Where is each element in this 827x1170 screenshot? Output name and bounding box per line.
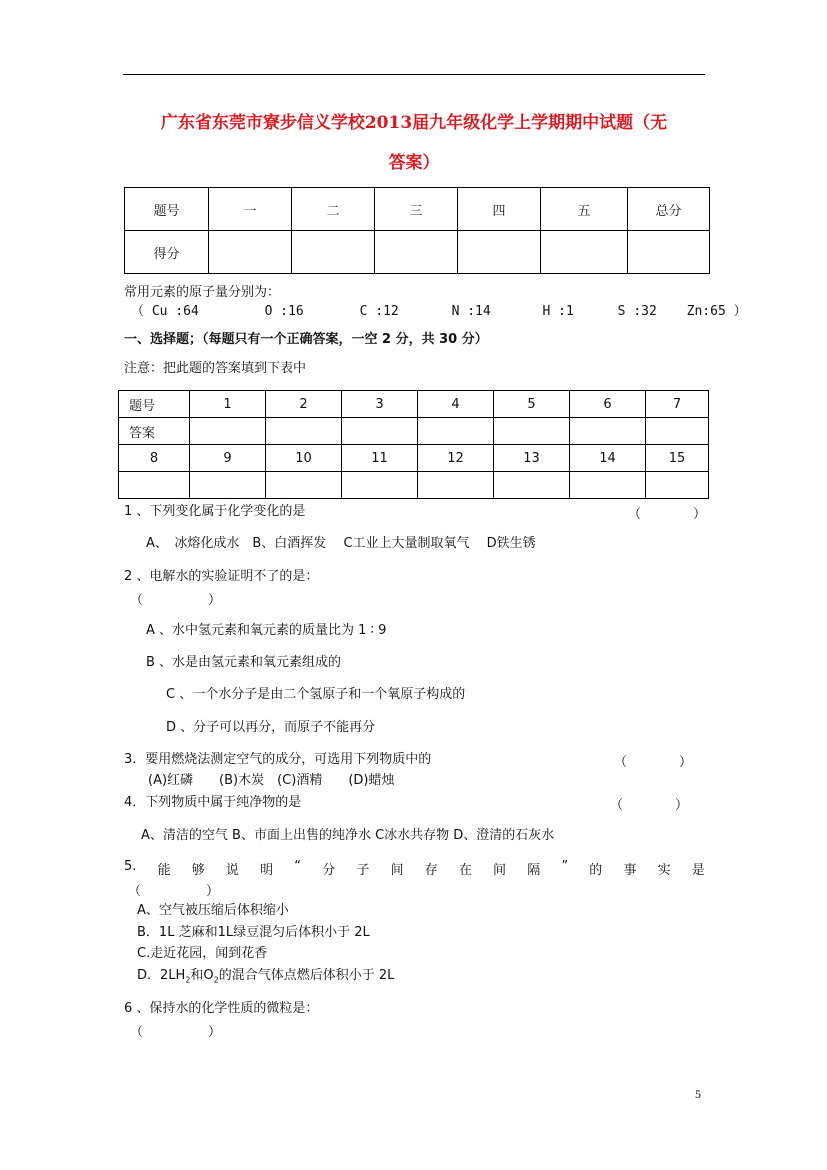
answer-entry-cell[interactable] xyxy=(266,418,342,445)
question-5-stem xyxy=(124,859,705,878)
atomic-mass-item: C :12 xyxy=(359,304,399,319)
answer-entry-cell[interactable] xyxy=(418,472,494,499)
answer-entry-cell[interactable] xyxy=(119,472,190,499)
answer-entry-cell[interactable] xyxy=(570,472,646,499)
question-1-options: A、 冰熔化成水 B、白酒挥发 C工业上大量制取氧气 D铁生锈 xyxy=(146,536,536,551)
answer-label-cell: 答案 xyxy=(119,418,190,445)
question-number-cell: 15 xyxy=(646,445,709,472)
answer-entry-cell[interactable] xyxy=(570,418,646,445)
score-entry-cell[interactable] xyxy=(541,231,628,274)
score-table-score-row xyxy=(125,231,710,274)
question-number-cell: 2 xyxy=(266,391,342,418)
answer-entry-cell[interactable] xyxy=(266,472,342,499)
stem-char: 5. xyxy=(124,859,137,874)
exam-title-line1: 广东省东莞市寮步信义学校2013届九年级化学上学期期中试题（无 xyxy=(160,113,668,133)
answer-label-cell: 题号 xyxy=(119,391,190,418)
score-cell: 五 xyxy=(541,188,628,231)
score-entry-cell[interactable] xyxy=(292,231,375,274)
question-2-option-d: D 、分子可以再分，而原子不能再分 xyxy=(166,720,376,735)
stem-char: 明 xyxy=(260,863,274,878)
atomic-mass-item: S :32 xyxy=(617,304,657,319)
answer-table-row xyxy=(119,445,709,472)
answer-entry-cell[interactable] xyxy=(418,418,494,445)
option-d-text: 和O xyxy=(190,968,214,983)
atomic-mass-list xyxy=(131,303,747,321)
question-2-option-b: B 、水是由氢元素和氧元素组成的 xyxy=(146,655,342,670)
stem-char: 存 xyxy=(424,863,438,878)
score-cell: 总分 xyxy=(628,188,710,231)
atomic-mass-item: （ Cu :64 xyxy=(131,304,199,319)
atomic-mass-item: H :1 xyxy=(542,304,574,319)
answer-entry-cell[interactable] xyxy=(342,418,418,445)
question-number-cell: 7 xyxy=(646,391,709,418)
answer-entry-cell[interactable] xyxy=(646,472,709,499)
question-number-cell: 11 xyxy=(342,445,418,472)
exam-title-line2: 答案） xyxy=(388,153,440,173)
question-2-option-c: C 、一个水分子是由二个氢原子和一个氧原子构成的 xyxy=(166,687,466,702)
answer-entry-cell[interactable] xyxy=(190,418,266,445)
stem-char: 够 xyxy=(191,863,205,878)
score-cell: 题号 xyxy=(125,188,209,231)
header-rule xyxy=(123,74,705,75)
score-entry-cell[interactable] xyxy=(375,231,458,274)
question-4-answer-blank[interactable]: （ ） xyxy=(610,798,689,813)
question-5-option-a: A、空气被压缩后体积缩小 xyxy=(137,903,289,918)
question-2-option-a: A 、水中氢元素和氧元素的质量比为 1 ∶ 9 xyxy=(146,623,387,638)
question-4-options: A、清洁的空气 B、市面上出售的纯净水 C冰水共存物 D、澄清的石灰水 xyxy=(141,828,555,843)
score-cell: 四 xyxy=(458,188,541,231)
answer-table xyxy=(118,390,709,499)
stem-char: 子 xyxy=(356,863,370,878)
stem-char: 的 xyxy=(589,863,603,878)
score-cell: 三 xyxy=(375,188,458,231)
question-5-answer-blank[interactable]: （ ） xyxy=(128,884,220,899)
score-entry-cell[interactable] xyxy=(628,231,710,274)
score-table xyxy=(124,187,710,274)
question-1-answer-blank[interactable]: （ ） xyxy=(628,507,707,522)
subscript: 2 xyxy=(213,975,219,985)
question-number-cell: 9 xyxy=(190,445,266,472)
stem-char: 隔 xyxy=(527,863,541,878)
score-entry-cell[interactable] xyxy=(209,231,292,274)
question-number-cell: 12 xyxy=(418,445,494,472)
answer-entry-cell[interactable] xyxy=(342,472,418,499)
question-2-answer-blank[interactable]: （ ） xyxy=(130,593,222,608)
question-number-cell: 5 xyxy=(494,391,570,418)
question-6-answer-blank[interactable]: （ ） xyxy=(130,1025,222,1040)
stem-char: 是 xyxy=(691,863,705,878)
question-5-option-b: B．1L 芝麻和1L绿豆混匀后体积小于 2L xyxy=(137,925,370,940)
stem-char: 在 xyxy=(458,863,472,878)
option-d-text: 的混合气体点燃后体积小于 2L xyxy=(218,968,395,983)
question-number-cell: 6 xyxy=(570,391,646,418)
question-5-option-d xyxy=(137,967,394,990)
stem-char: 实 xyxy=(657,863,671,878)
section-heading: 一、选择题；（每题只有一个正确答案，一空 2 分，共 30 分） xyxy=(124,332,488,347)
stem-char: “ xyxy=(294,859,301,874)
score-label-cell: 得分 xyxy=(125,231,209,274)
question-5-option-c: C.走近花园，闻到花香 xyxy=(137,946,268,961)
score-cell: 一 xyxy=(209,188,292,231)
question-6-stem: 6 、保持水的化学性质的微粒是： xyxy=(124,1001,319,1016)
stem-char: 间 xyxy=(493,863,507,878)
answer-table-row xyxy=(119,472,709,499)
page-number: 5 xyxy=(695,1087,701,1101)
option-d-text: D．2LH xyxy=(137,968,186,983)
stem-char: ” xyxy=(561,859,569,874)
question-4-stem: 4．下列物质中属于纯净物的是 xyxy=(124,795,302,810)
question-3-stem: 3．要用燃烧法测定空气的成分，可选用下列物质中的 xyxy=(124,752,432,767)
atomic-mass-intro: 常用元素的原子量分别为： xyxy=(124,285,281,300)
question-3-answer-blank[interactable]: （ ） xyxy=(614,755,693,770)
question-number-cell: 3 xyxy=(342,391,418,418)
answer-table-row xyxy=(119,418,709,445)
answer-entry-cell[interactable] xyxy=(494,472,570,499)
answer-table-row xyxy=(119,391,709,418)
question-1-stem: 1 、下列变化属于化学变化的是 xyxy=(124,504,306,519)
subscript: 2 xyxy=(185,975,191,985)
stem-char: 分 xyxy=(322,863,336,878)
question-number-cell: 13 xyxy=(494,445,570,472)
question-number-cell: 1 xyxy=(190,391,266,418)
score-cell: 二 xyxy=(292,188,375,231)
question-number-cell: 14 xyxy=(570,445,646,472)
atomic-mass-item: N :14 xyxy=(451,304,491,319)
answer-note: 注意：把此题的答案填到下表中 xyxy=(124,361,307,376)
question-number-cell: 4 xyxy=(418,391,494,418)
stem-char: 间 xyxy=(390,863,404,878)
answer-entry-cell[interactable] xyxy=(190,472,266,499)
answer-entry-cell[interactable] xyxy=(494,418,570,445)
score-entry-cell[interactable] xyxy=(458,231,541,274)
score-table-header-row xyxy=(125,188,710,231)
atomic-mass-item: O :16 xyxy=(264,304,304,319)
question-2-stem: 2 、电解水的实验证明不了的是： xyxy=(124,569,319,584)
answer-entry-cell[interactable] xyxy=(646,418,709,445)
question-3-options: (A)红磷 (B)木炭 (C)酒精 (D)蜡烛 xyxy=(148,773,395,788)
stem-char: 说 xyxy=(225,863,239,878)
question-number-cell: 10 xyxy=(266,445,342,472)
atomic-mass-item: Zn:65 ） xyxy=(686,304,747,319)
stem-char: 能 xyxy=(157,863,171,878)
stem-char: 事 xyxy=(623,863,637,878)
question-number-cell: 8 xyxy=(119,445,190,472)
